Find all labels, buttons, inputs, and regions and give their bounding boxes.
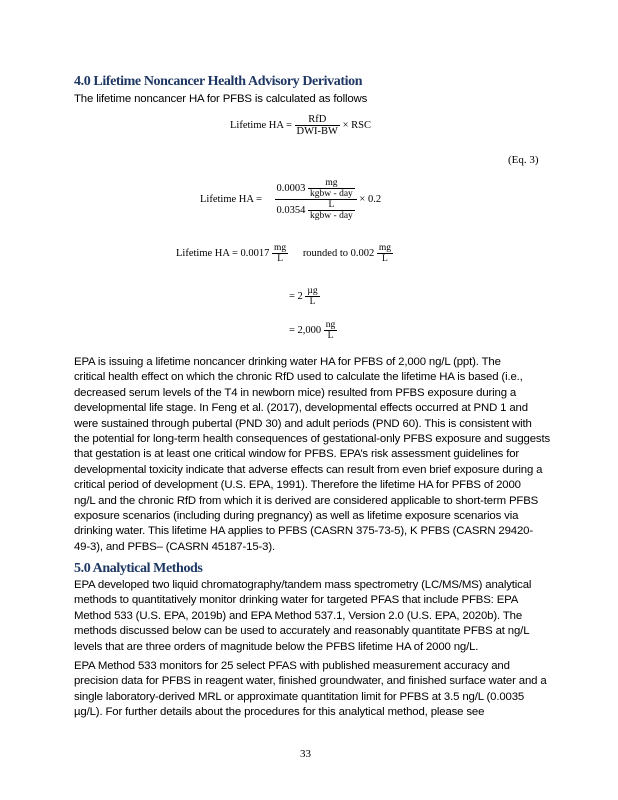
- equation-nanograms: = 2,000 $\frac{ng}{L}$: [289, 320, 336, 341]
- equation-micrograms: = 2 $\frac{\text{µg}}{L}$: [289, 286, 318, 307]
- equation-calculation: [200, 178, 381, 221]
- paragraph-lifetime-ha: EPA is issuing a lifetime noncancer drinking water HA for PFBS of 2,000 ng/L (ppt). The critical health effect on which the chronic RfD used to calculate the lifetime HA is based (i.e., decreased serum levels of the T4 in newborn mice) resulted from PFBS exposure during a developmental life stage. In Feng et al. (2017), developmental effects occurred at PND 1 and were sustained through pubertal (PND 30) and adult periods (PND 60). This is consistent with the potential for long-term health consequences of gestational-only PFBS exposure and suggests that gestation is at least one critical window for PFBS. EPA’s risk assessment guidelines for developmental toxicity indicate that adverse effects can result from even brief exposure during a critical period of development (U.S. EPA, 1991). Therefore the lifetime HA for PFBS of 2000 ng/L and the chronic RfD from which it is derived are considered applicable to short-term PFBS exposure scenarios (including during pregnancy) as well as lifetime exposure scenarios via drinking water. This lifetime HA applies to PFBS (CASRN 375-73-5), K PFBS (CASRN 29420- 49-3), and PFBS– (CASRN 45187-15-3).: [74, 356, 550, 553]
- equation-general: [230, 114, 371, 137]
- calc-numerator: 0.0003 $\frac{mg}{\text{kgbw - day}}$: [275, 178, 357, 200]
- equation-label: (Eq. 3): [508, 154, 539, 166]
- page-number: 33: [300, 748, 311, 760]
- equation-tail: × RSC: [342, 119, 371, 131]
- section-heading-4: 4.0 Lifetime Noncancer Health Advisory Derivation: [74, 74, 363, 89]
- calc-lhs: Lifetime HA =: [200, 193, 262, 205]
- calc-tail: × 0.2: [359, 193, 382, 205]
- equation-result: Lifetime HA = 0.0017 $\frac{mg}{L}$ rounded to 0.002 $\frac{mg}{L}$: [176, 243, 392, 264]
- section-heading-5: 5.0 Analytical Methods: [74, 561, 203, 576]
- section4-intro: The lifetime noncancer HA for PFBS is calculated as follows: [74, 93, 368, 105]
- equation-fraction: [295, 114, 340, 137]
- equation-numerator: RfD: [295, 114, 340, 126]
- equation-lhs: Lifetime HA =: [230, 119, 292, 131]
- calc-fraction: [275, 178, 357, 221]
- paragraph-method-533: EPA Method 533 monitors for 25 select PFAS with published measurement accuracy and precision data for PFBS in reagent water, finished groundwater, and finished surface water and a single laboratory-derived MRL or approximate quantitation limit for PFBS at 3.5 ng/L (0.0035 µg/L). For further details about the procedures for this analytical method, please see: [74, 660, 547, 719]
- calc-denominator: 0.0354 $\frac{L}{\text{kgbw - day}}$: [276, 200, 353, 221]
- paragraph-analytical-methods: EPA developed two liquid chromatography/tandem mass spectrometry (LC/MS/MS) analytical methods to quantitatively monitor drinking water for targeted PFAS that include PFBS: EPA Method 533 (U.S. EPA, 2019b) and EPA Method 537.1, Version 2.0 (U.S. EPA, 2020b). The methods discussed below can be used to accurately and reasonably quantitate PFBS at ng/L levels that are three orders of magnitude below the PFBS lifetime HA of 2000 ng/L.: [74, 579, 532, 653]
- equation-denominator: DWI-BW: [296, 126, 338, 137]
